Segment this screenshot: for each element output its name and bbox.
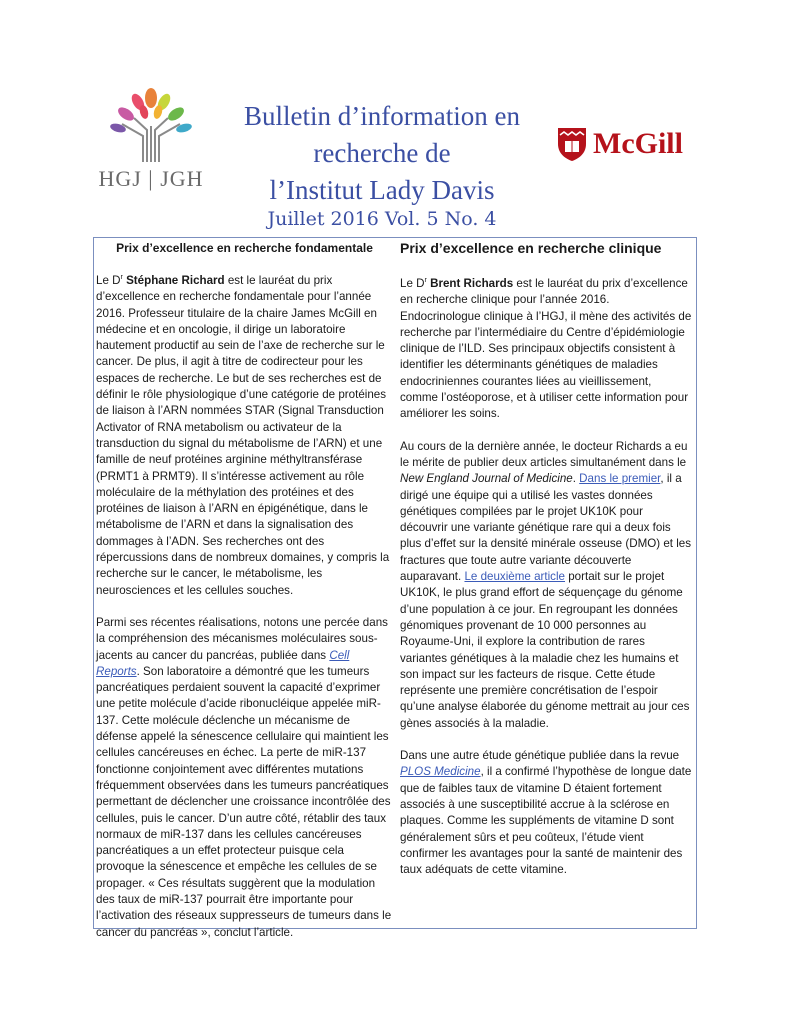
heading-clinical-award: Prix d’excellence en recherche clinique [400, 240, 662, 256]
column-clinical-research [400, 238, 692, 878]
mcgill-shield-icon [556, 126, 588, 162]
paragraph-brent-publications: Au cours de la dernière année, le docteur Richards a eu le mérite de publier deux articles simultanément dans le New England Journal of Medicine. Dans le premier, il a dirigé une équipe qui a utilisé les vastes données génétiques compilées par le projet UK10K pour découvrir une variante génétique rare qui a deux fois plus d’effet sur la densité minérale osseuse (DMO) et les fractures que toute autre variante découverte auparavant. Le deuxième article portait sur le projet UK10K, le plus grand effort de séquençage du génome d’une population à ce jour. En regroupant les données génomiques provenant de 10 000 personnes au Royaume-Uni, il explore la contribution de rares variantes génétiques à la maladie chez les humains et son impact sur les facteurs de risque. Cette étude représente une première concrétisation de l’espoir qu’une analyse élaborée du génome mettrait au jour ces gènes associés à la maladie. [400, 439, 692, 730]
link-dans-le-premier[interactable]: Dans le premier [579, 472, 661, 486]
bulletin-title: Bulletin d’information en recherche de l’Institut Lady Davis [244, 101, 520, 205]
link-plos-medicine[interactable]: PLOS Medicine [400, 765, 481, 779]
mcgill-wordmark: McGill [593, 127, 683, 160]
paragraph-brent-vitamin-d: Dans une autre étude génétique publiée dans la revue PLOS Medicine, il a confirmé l’hypothèse de longue date que de faibles taux de vitamine D étaient fortement associés à une susceptibilité accrue à la sclérose en plaques. Comme les suppléments de vitamine D sont généralement sûrs et peu coûteux, l’étude vient confirmer les avantages pour la santé de maintenir des taux adéquats de cette vitamine. [400, 749, 692, 877]
paragraph-richard-intro: Le $D^r$ Stéphane Richard est le lauréat du prix d’excellence en recherche fondamentale pour l’année 2016. Professeur titulaire de la chaire James McGill en médecine et en oncologie, il dirige un laboratoire hautement productif au sein de l’axe de recherche sur le cancer. De plus, il agit à titre de codirecteur pour les espaces de recherche. Le but de ses recherches est de définir le rôle physiologique d’une catégorie de protéines de liaison à l’ARN nommées STAR (Signal Transduction Activator of RNA metabolism ou activateur de la transduction du signal du métabolisme de l’ARN) et une famille de neuf protéines arginine méthyltransférase (PRMT1 à PRMT9). Il s’intéresse activement au rôle moléculaire de la méthylation des protéines et des protéines de liaison à l’ARN en épigénétique, dans le métabolisme de l’ARN et dans la signalisation des dommages à l’ADN. Ses recherches ont des répercussions dans de nombreux domaines, y compris la recherche sur le cancer, le métabolisme, les neurosciences et les cellules souches. [96, 274, 390, 597]
mcgill-logo [556, 126, 706, 162]
tree-icon [106, 86, 196, 164]
hgj-jgh-text: HGJ | JGH [98, 166, 204, 191]
paragraph-brent-intro: Le $D^r$ Brent Richards est le lauréat du prix d’excellence en recherche clinique pour l’année 2016. Endocrinologue clinique à l’HGJ, il mène des activités de recherche par l’intermédiaire du Centre d’épidémiologie clinique de l’ILD. Ses principaux objectifs consistent à identifier les déterminants génétiques de maladies endocriniennes courantes liées au vieillissement, comme l’ostéoporose, et à utiliser cette information pour améliorer les soins. [400, 277, 692, 421]
heading-fundamental-award: Prix d’excellence en recherche fondamentale [116, 241, 373, 255]
column-fundamental-research [96, 238, 393, 941]
issue-date: Juillet 2016 Vol. 5 No. 4 [267, 208, 497, 230]
journal-nejm: New England Journal of Medicine [400, 472, 573, 486]
laureate-name-brent-richards: Brent Richards [426, 277, 514, 290]
hgj-jgh-logo [86, 86, 216, 194]
link-cell-reports[interactable]: Cell Reports [96, 648, 350, 678]
laureate-name-stephane-richard: Stéphane Richard [122, 274, 225, 287]
paragraph-richard-achievements: Parmi ses récentes réalisations, notons une percée dans la compréhension des mécanismes moléculaires sous-jacents au cancer du pancréas, publiée dans Cell Reports. Son laboratoire a démontré que les tumeurs pancréatiques perdaient souvent la capacité d’exprimer une petite molécule d’acide ribonucléique appelée miR-137. Cette molécule déclenche un mécanisme de défense appelé la sénescence cellulaire qui maintient les cellules cancéreuses en échec. La perte de miR-137 fonctionne conjointement avec différentes mutations fréquemment observées dans les tumeurs pancréatiques permettant de déclencher une croissance incontrôlée des cellules, puis le cancer. D’un autre côté, rétablir des taux normaux de miR-137 dans les cellules cancéreuses pancréatiques a un effet protecteur puisque cela provoque la sénescence et empêche les cellules de se propager. « Ces résultats suggèrent que la modulation des taux de miR-137 pourrait être importante pour l’activation des réseaux suppresseurs de tumeurs dans le cancer du pancréas », conclut l’article. [96, 615, 392, 939]
link-le-deuxieme-article[interactable]: Le deuxième article [464, 570, 566, 584]
